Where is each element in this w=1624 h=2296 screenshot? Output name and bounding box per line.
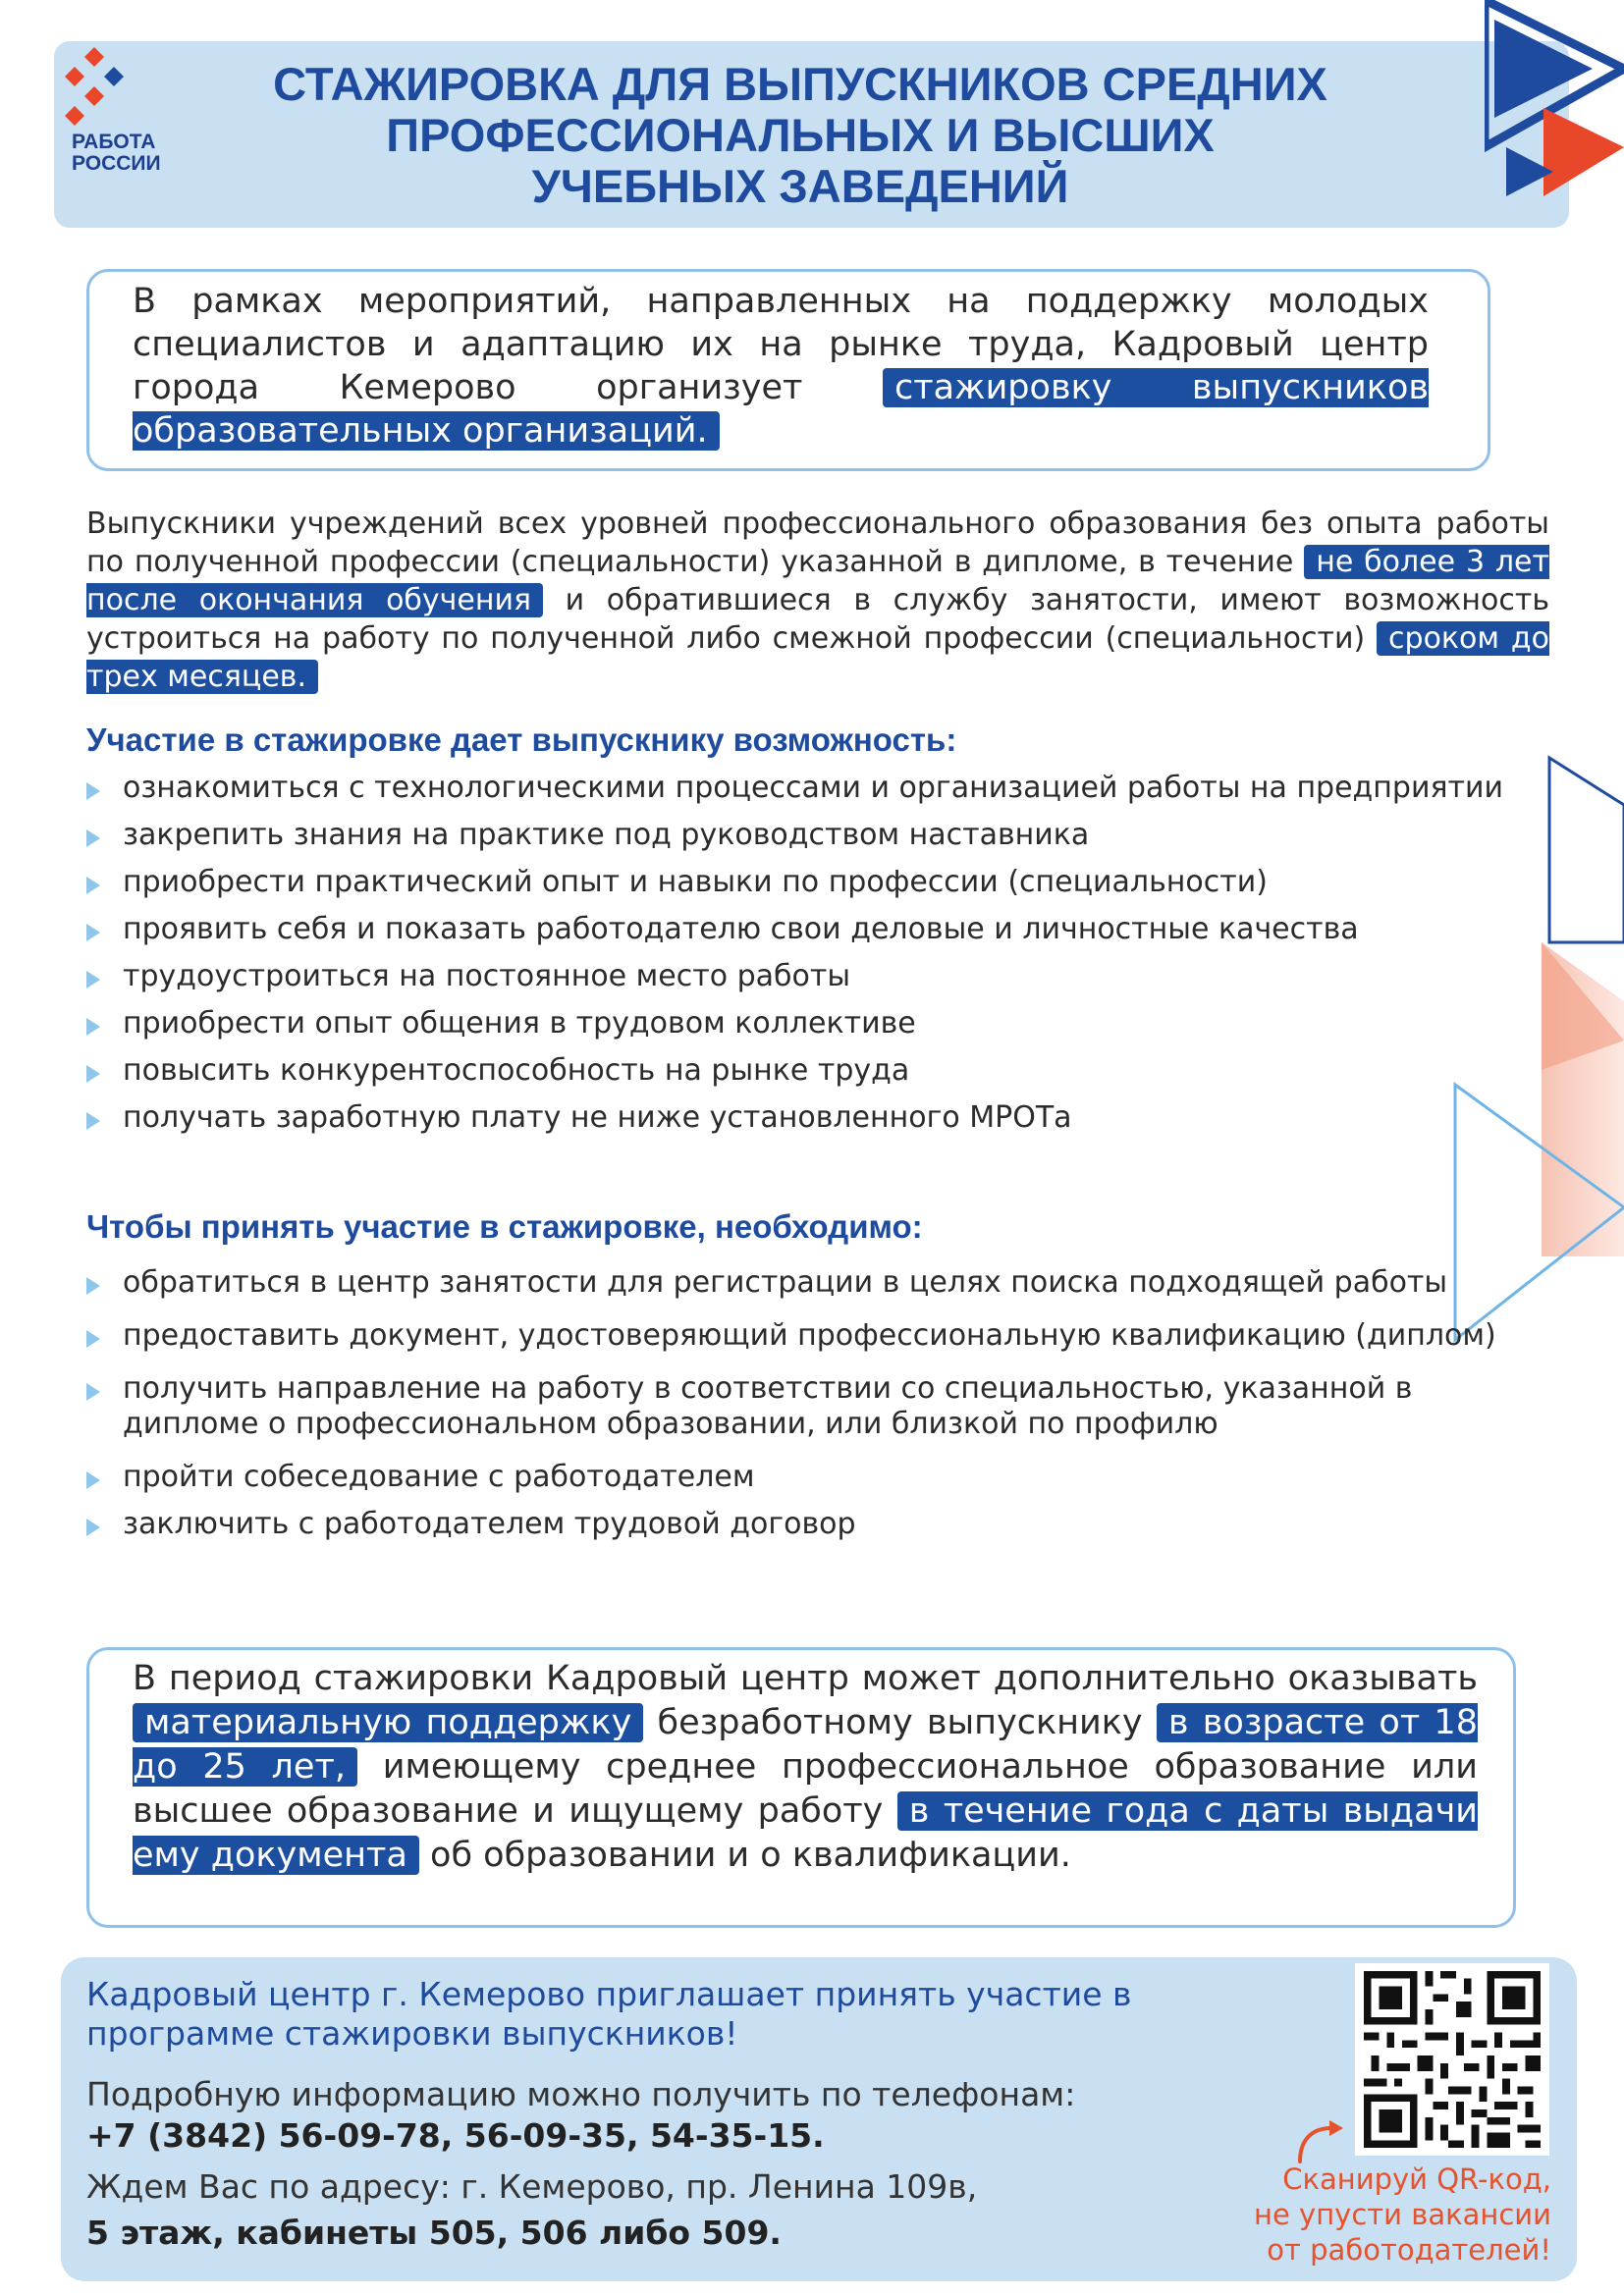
phone-numbers: +7 (3842) 56-09-78, 56-09-35, 54-35-15. — [86, 2116, 825, 2155]
bullet-triangle-icon — [86, 971, 100, 988]
list-item — [86, 1265, 1535, 1301]
para-text: Выпускники учреждений всех уровней профессионального образования без опыта работы по полученной профессии (специальности) указанной в дипломе, в течение — [86, 507, 1549, 579]
support-text — [133, 1657, 1478, 1878]
curved-arrow-icon — [1294, 2118, 1345, 2163]
eligibility-paragraph — [86, 505, 1549, 696]
support-highlight: в возрасте от 18 до 25 лет, — [133, 1703, 1478, 1787]
address-detail: 5 этаж, кабинеты 505, 506 либо 509. — [86, 2214, 782, 2252]
logo-text-line: РОССИИ — [72, 152, 161, 175]
bullet-triangle-icon — [86, 1277, 100, 1295]
list-item-text: трудоустроиться на постоянное место работы — [123, 959, 851, 993]
para-highlight: не более 3 лет после окончания обучения — [86, 545, 1549, 617]
requirements-list — [86, 1265, 1535, 1542]
bullet-triangle-icon — [86, 1471, 100, 1489]
support-body: В период стажировки Кадровый центр может дополнительно оказывать — [133, 1659, 1478, 1698]
title-line: ПРОФЕССИОНАЛЬНЫХ И ВЫСШИХ — [386, 109, 1215, 161]
title-line: УЧЕБНЫХ ЗАВЕДЕНИЙ — [531, 160, 1069, 212]
list-item-text: приобрести опыт общения в трудовом коллективе — [123, 1006, 916, 1041]
support-highlight: в течение года с даты выдачи ему документа — [133, 1791, 1478, 1875]
list-item — [86, 1318, 1535, 1354]
intro-body: В рамках мероприятий, направленных на поддержку молодых специалистов и адаптацию их на рынке труда, Кадровый центр города Кемерово организует — [133, 282, 1429, 407]
list-item — [86, 1507, 1535, 1542]
corner-triangles-icon — [1485, 0, 1624, 206]
list-item — [86, 1006, 1510, 1041]
qr-caption-line: не упусти вакансии — [1254, 2198, 1551, 2231]
bullet-triangle-icon — [86, 924, 100, 941]
bullet-triangle-icon — [86, 782, 100, 800]
qr-caption-line: Сканируй QR-код, — [1282, 2163, 1551, 2196]
bullet-triangle-icon — [86, 1519, 100, 1536]
list-item-text: заключить с работодателем трудовой договор — [123, 1507, 856, 1541]
bullet-triangle-icon — [86, 1065, 100, 1083]
list-item — [86, 1371, 1535, 1442]
bullet-triangle-icon — [86, 1330, 100, 1348]
list-item — [86, 771, 1510, 806]
list-item — [86, 1460, 1535, 1495]
para-highlight: сроком до трех месяцев. — [86, 621, 1549, 694]
list-item — [86, 1100, 1510, 1136]
bullet-triangle-icon — [86, 829, 100, 847]
benefits-list — [86, 771, 1510, 1136]
list-item — [86, 959, 1510, 994]
bullet-triangle-icon — [86, 1383, 100, 1401]
list-item — [86, 912, 1510, 947]
support-body: об образовании и о квалификации. — [430, 1836, 1071, 1875]
qr-caption-line: от работодателей! — [1267, 2233, 1551, 2267]
list-item-text: пройти собеседование с работодателем — [123, 1460, 755, 1494]
list-item-text: обратиться в центр занятости для регистрации в целях поиска подходящей работы — [123, 1265, 1448, 1300]
qr-caption — [1173, 2162, 1551, 2268]
list-item-text: получить направление на работу в соответствии со специальностью, указанной в дипломе о профессиональном образовании, или близкой по профилю — [123, 1371, 1413, 1441]
para-text: и обратившиеся в службу занятости, имеют возможность устроиться на работу по полученной либо смежной профессии (специальности) — [86, 583, 1550, 656]
requirements-title: Чтобы принять участие в стажировке, необходимо: — [86, 1208, 923, 1245]
list-item-text: ознакомиться с технологическими процессами и организацией работы на предприятии — [123, 771, 1503, 805]
logo-text-line: РАБОТА — [72, 131, 156, 153]
list-item-text: проявить себя и показать работодателю свои деловые и личностные качества — [123, 912, 1359, 946]
support-body: безработному выпускнику — [657, 1703, 1143, 1742]
list-item-text: повысить конкурентоспособность на рынке труда — [123, 1053, 910, 1088]
qr-code-icon[interactable] — [1355, 1963, 1549, 2156]
intro-text — [133, 280, 1429, 453]
bullet-triangle-icon — [86, 1112, 100, 1130]
bullet-triangle-icon — [86, 1018, 100, 1036]
list-item-text: получать заработную плату не ниже установленного МРОТа — [123, 1100, 1072, 1135]
list-item — [86, 1053, 1510, 1089]
list-item-text: закрепить знания на практике под руководством наставника — [123, 818, 1090, 852]
side-triangles-icon — [1434, 746, 1624, 1355]
list-item — [86, 818, 1510, 853]
list-item — [86, 865, 1510, 900]
intro-highlight: стажировку выпускников образовательных организаций. — [133, 368, 1429, 451]
invite-text: Кадровый центр г. Кемерово приглашает принять участие в программе стажировки выпускников! — [86, 1975, 1132, 2053]
support-body: имеющему среднее профессиональное образование или высшее образование и ищущему работу — [133, 1747, 1478, 1831]
benefits-title: Участие в стажировке дает выпускнику возможность: — [86, 721, 957, 758]
title-line: СТАЖИРОВКА ДЛЯ ВЫПУСКНИКОВ СРЕДНИХ — [273, 58, 1327, 110]
phone-label: Подробную информацию можно получить по телефонам: — [86, 2075, 1076, 2113]
page-title — [196, 59, 1404, 212]
support-highlight: материальную поддержку — [133, 1703, 643, 1742]
list-item-text: приобрести практический опыт и навыки по профессии (специальности) — [123, 865, 1268, 899]
bullet-triangle-icon — [86, 877, 100, 894]
list-item-text: предоставить документ, удостоверяющий профессиональную квалификацию (диплом) — [123, 1318, 1496, 1353]
address-label: Ждем Вас по адресу: г. Кемерово, пр. Ленина 109в, — [86, 2167, 978, 2206]
logo-text — [72, 132, 161, 175]
